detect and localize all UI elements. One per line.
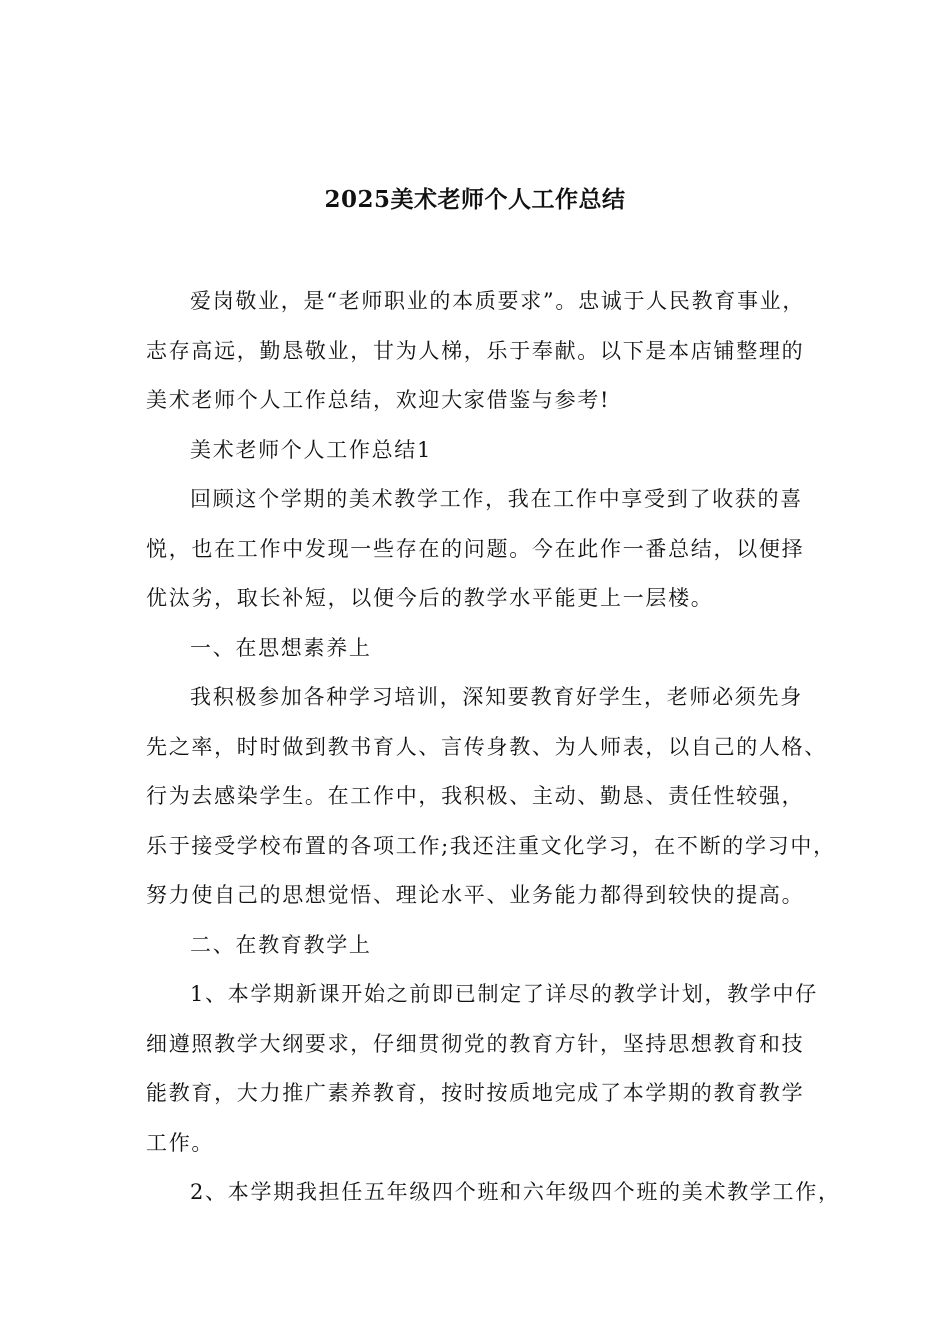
text-line-5: 回顾这个学期的美术教学工作，我在工作中享受到了收获的喜 <box>190 487 803 511</box>
text-line-16: 细遵照教学大纲要求，仔细贯彻党的教育方针，坚持思想教育和技 <box>146 1031 805 1056</box>
text-line-18: 工作。 <box>146 1130 215 1155</box>
text-line-9: 我积极参加各种学习培训，深知要教育好学生，老师必须先身 <box>190 685 803 709</box>
document-title: 2025美术老师个人工作总结 <box>324 186 626 213</box>
text-line-15: 1、本学期新课开始之前即已制定了详尽的教学计划，教学中仔 <box>190 982 818 1006</box>
text-line-10: 先之率，时时做到教书育人、言传身教、为人师表，以自己的人格、 <box>146 734 827 759</box>
text-line-6: 悦，也在工作中发现一些存在的问题。今在此作一番总结，以便择 <box>146 536 805 561</box>
text-line-13: 努力使自己的思想觉悟、理论水平、业务能力都得到较快的提高。 <box>146 883 805 907</box>
text-line-7: 优汰劣，取长补短，以便今后的教学水平能更上一层楼。 <box>146 586 714 610</box>
document-body <box>146 283 841 1224</box>
text-line-1: 爱岗敬业，是“老师职业的本质要求”。忠诚于人民教育事业， <box>190 289 806 313</box>
text-line-2: 志存高远，勤恳敬业，甘为人梯，乐于奉献。以下是本店铺整理的 <box>146 338 805 363</box>
section-heading-summary-1: 美术老师个人工作总结1 <box>190 437 433 462</box>
text-line-3: 美术老师个人工作总结，欢迎大家借鉴与参考! <box>146 388 611 412</box>
section-heading-ideology: 一、在思想素养上 <box>190 635 372 660</box>
text-line-12: 乐于接受学校布置的各项工作;我还注重文化学习，在不断的学习中， <box>146 833 836 858</box>
section-heading-teaching: 二、在教育教学上 <box>190 932 372 957</box>
text-line-19: 2、本学期我担任五年级四个班和六年级四个班的美术教学工作， <box>190 1180 841 1204</box>
text-line-17: 能教育，大力推广素养教育，按时按质地完成了本学期的教育教学 <box>146 1081 805 1105</box>
text-line-11: 行为去感染学生。在工作中，我积极、主动、勤恳、责任性较强， <box>146 784 805 808</box>
